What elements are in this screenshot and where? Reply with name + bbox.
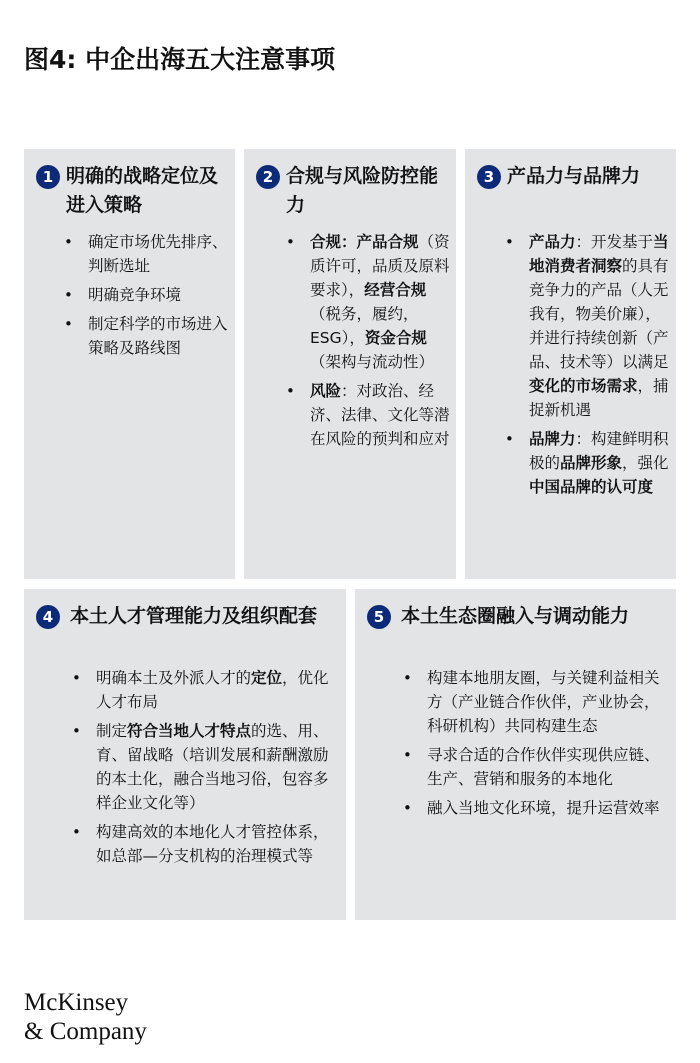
- body-text: （资质许可，品质及原料要求），: [310, 233, 450, 299]
- logo-line-2: & Company: [24, 1018, 147, 1045]
- bullet-list: [70, 666, 342, 873]
- body-text: ，捕捉新机遇: [529, 377, 669, 419]
- card-title: 合规与风险防控能力: [286, 165, 439, 216]
- bullet-item: • 寻求合适的合作伙伴实现供应链、生产、营销和服务的本地化: [401, 743, 673, 791]
- emphasis-text: 产品力: [529, 233, 576, 251]
- bullet-item: [503, 230, 675, 422]
- card-title: 本土人才管理能力及组织配套: [70, 605, 318, 627]
- body-text: 构建高效的本地化人才管控体系，如总部—分支机构的治理模式等: [96, 823, 329, 865]
- body-text: 的具有竞争力的产品（人无我有，物美价廉），并进行持续创新（产品、技术等）以满足: [529, 257, 669, 371]
- emphasis-text: 品牌形象: [560, 454, 623, 472]
- bullet-list: [503, 230, 675, 504]
- body-text: ：对政治、经济、法律、文化等潜在风险的预判和应对: [310, 382, 450, 448]
- card-header: [477, 162, 670, 191]
- bullet-item: [284, 230, 454, 374]
- emphasis-text: 品牌力: [529, 430, 576, 448]
- page-title: 图4: 中企出海五大注意事项: [24, 45, 336, 74]
- body-text: （税务，履约，ESG），: [310, 305, 419, 347]
- card-header: [36, 162, 229, 220]
- bullet-list: [284, 230, 454, 456]
- card-header: [36, 602, 340, 631]
- emphasis-text: 合规：产品合规: [310, 233, 419, 251]
- card-2: [244, 149, 456, 579]
- emphasis-text: 变化的市场需求: [529, 377, 638, 395]
- card-title: 本土生态圈融入与调动能力: [401, 605, 630, 627]
- number-badge: 5: [367, 605, 391, 629]
- card-3: [465, 149, 676, 579]
- bullet-item: • 融入当地文化环境，提升运营效率: [401, 796, 673, 820]
- number-badge: 1: [36, 165, 60, 189]
- bullet-item: • 确定市场优先排序、判断选址: [62, 230, 232, 278]
- body-text: 制定: [96, 722, 128, 740]
- bullet-item: [284, 379, 454, 451]
- emphasis-text: 风险: [310, 382, 342, 400]
- bullet-item: [503, 427, 675, 499]
- emphasis-text: 中国品牌的认可度: [529, 478, 654, 496]
- bullet-item: [70, 719, 342, 815]
- card-title: 产品力与品牌力: [507, 165, 641, 187]
- card-title: 明确的战略定位及进入策略: [66, 165, 219, 216]
- logo-line-1: McKinsey: [24, 989, 129, 1016]
- emphasis-text: 定位: [251, 669, 283, 687]
- bullet-item: • 明确竞争环境: [62, 283, 232, 307]
- emphasis-text: 符合当地人才特点: [127, 722, 252, 740]
- body-text: 明确本土及外派人才的: [96, 669, 252, 687]
- bullet-list: [62, 230, 232, 365]
- body-text: 的选、用、育、留战略（培训发展和薪酬激励的本土化，融合当地习俗，包容多样企业文化等）: [96, 722, 329, 812]
- body-text: ，优化人才布局: [96, 669, 329, 711]
- emphasis-text: 经营合规: [364, 281, 427, 299]
- card-4: [24, 589, 346, 920]
- number-badge: 3: [477, 165, 501, 189]
- emphasis-text: 当地消费者洞察: [529, 233, 669, 275]
- bullet-item: [70, 820, 342, 868]
- card-header: [367, 602, 670, 631]
- card-1: [24, 149, 235, 579]
- body-text: ，强化: [622, 454, 669, 472]
- body-text: ：构建鲜明积极的: [529, 430, 669, 472]
- bullet-item: • 制定科学的市场进入策略及路线图: [62, 312, 232, 360]
- mckinsey-logo: [24, 988, 147, 1046]
- bullet-list: [401, 666, 673, 825]
- number-badge: 2: [256, 165, 280, 189]
- card-5: [355, 589, 676, 920]
- bullet-item: [70, 666, 342, 714]
- number-badge: 4: [36, 605, 60, 629]
- bullet-item: • 构建本地朋友圈，与关键利益相关方（产业链合作伙伴，产业协会，科研机构）共同构建生态: [401, 666, 673, 738]
- body-text: ：开发基于: [575, 233, 654, 251]
- body-text: （架构与流动性）: [310, 353, 435, 371]
- card-header: [256, 162, 450, 220]
- emphasis-text: 资金合规: [364, 329, 427, 347]
